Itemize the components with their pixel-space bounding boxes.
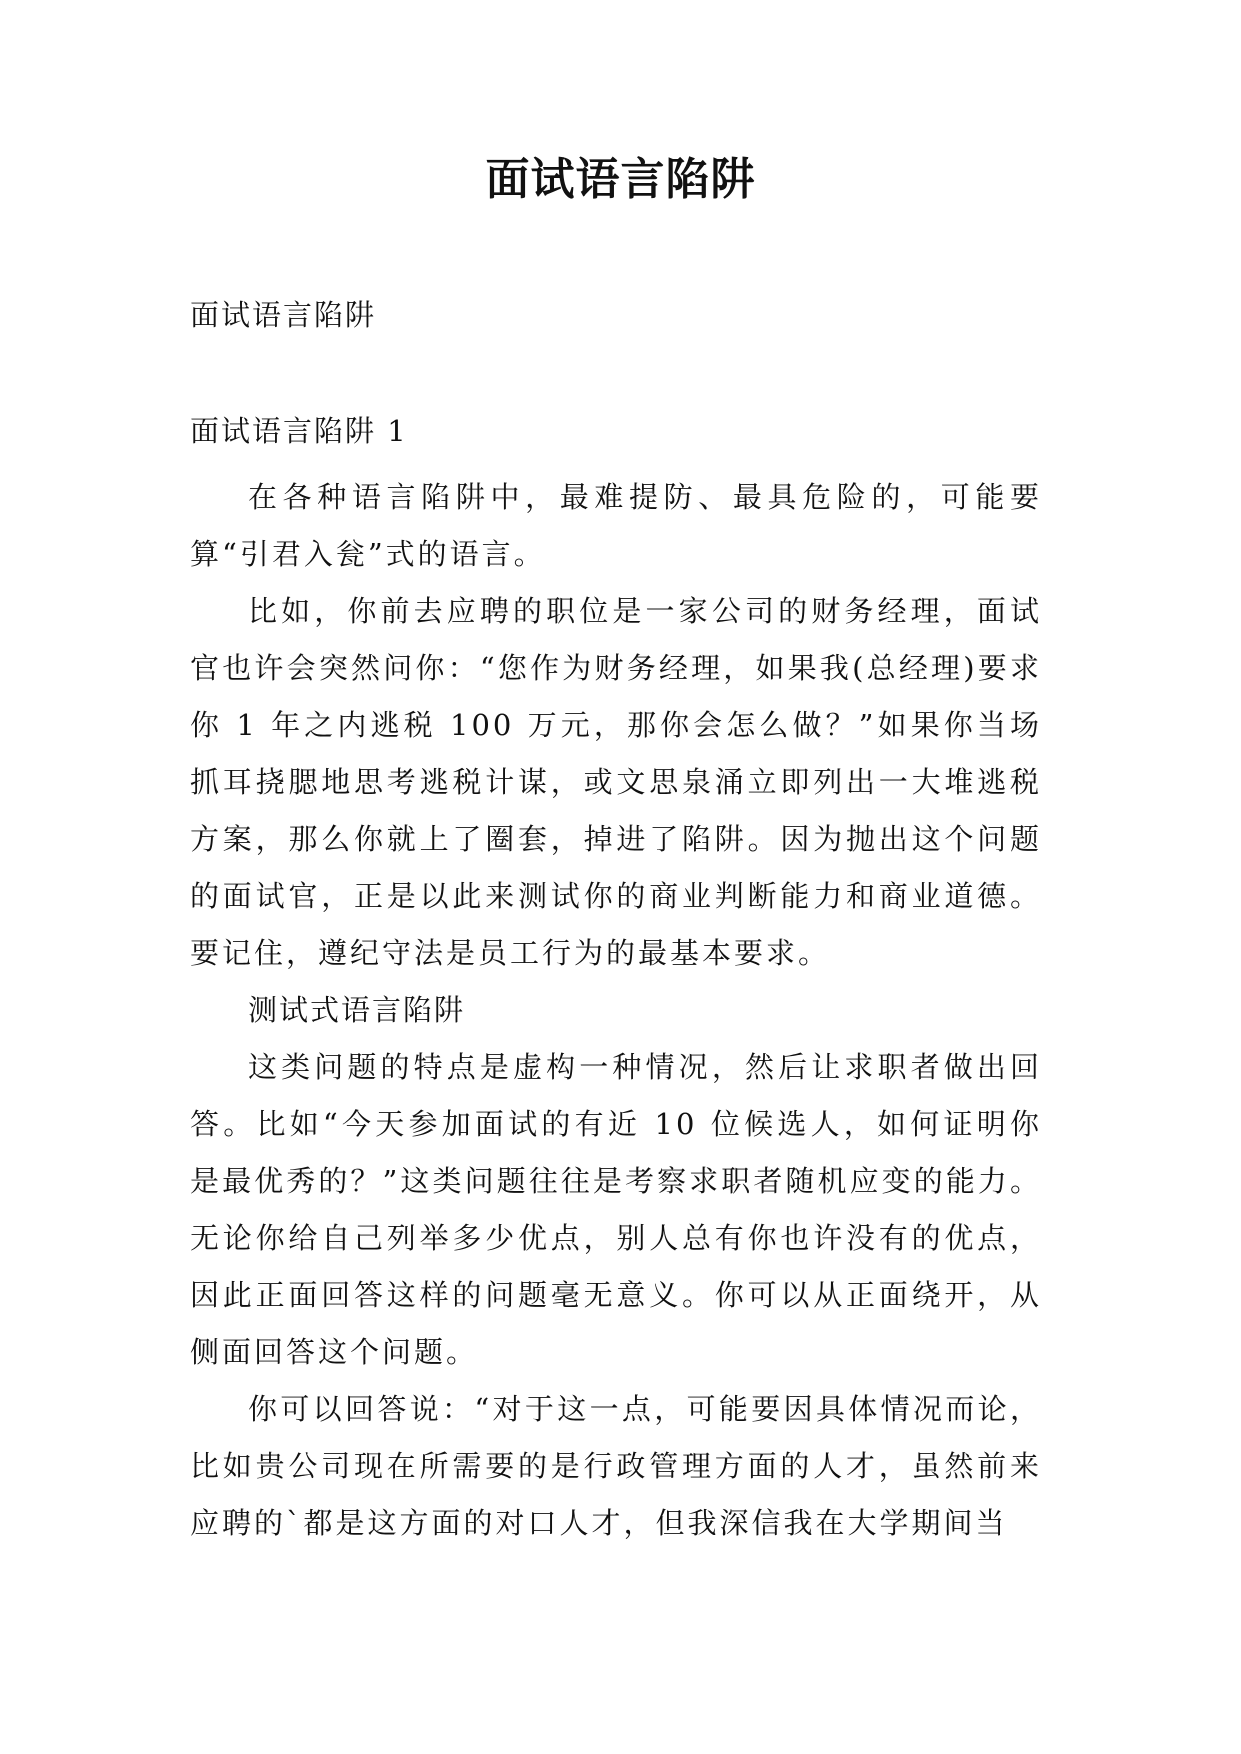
- document-body: [190, 469, 1042, 1552]
- subheading-paragraph: 测试式语言陷阱: [248, 993, 466, 1027]
- section-heading: 面试语言陷阱 1: [190, 414, 408, 448]
- paragraph: 这类问题的特点是虚构一种情况，然后让求职者做出回答。比如“今天参加面试的有近 10 位候选人，如何证明你是最优秀的？”这类问题往往是考察求职者随机应变的能力。无论你给自己列举多少优点，别人总有你也许没有的优点，因此正面回答这样的问题毫无意义。你可以从正面绕开，从侧面回答这个问题。: [190, 1050, 1042, 1369]
- document-subtitle: 面试语言陷阱: [190, 298, 377, 332]
- paragraph: 在各种语言陷阱中，最难提防、最具危险的，可能要算“引君入瓮”式的语言。: [190, 480, 1042, 571]
- paragraph: 比如，你前去应聘的职位是一家公司的财务经理，面试官也许会突然问你：“您作为财务经理，如果我(总经理)要求你 1 年之内逃税 100 万元，那你会怎么做？”如果你当场抓耳挠腮地思考逃税计谋，或文思泉涌立即列出一大堆逃税方案，那么你就上了圈套，掉进了陷阱。因为抛出这个问题的面试官，正是以此来测试你的商业判断能力和商业道德。要记住，遵纪守法是员工行为的最基本要求。: [190, 594, 1042, 970]
- document-title: 面试语言陷阱: [485, 154, 756, 205]
- paragraph: 你可以回答说：“对于这一点，可能要因具体情况而论，比如贵公司现在所需要的是行政管理方面的人才，虽然前来应聘的`都是这方面的对口人才，但我深信我在大学期间当: [190, 1392, 1042, 1540]
